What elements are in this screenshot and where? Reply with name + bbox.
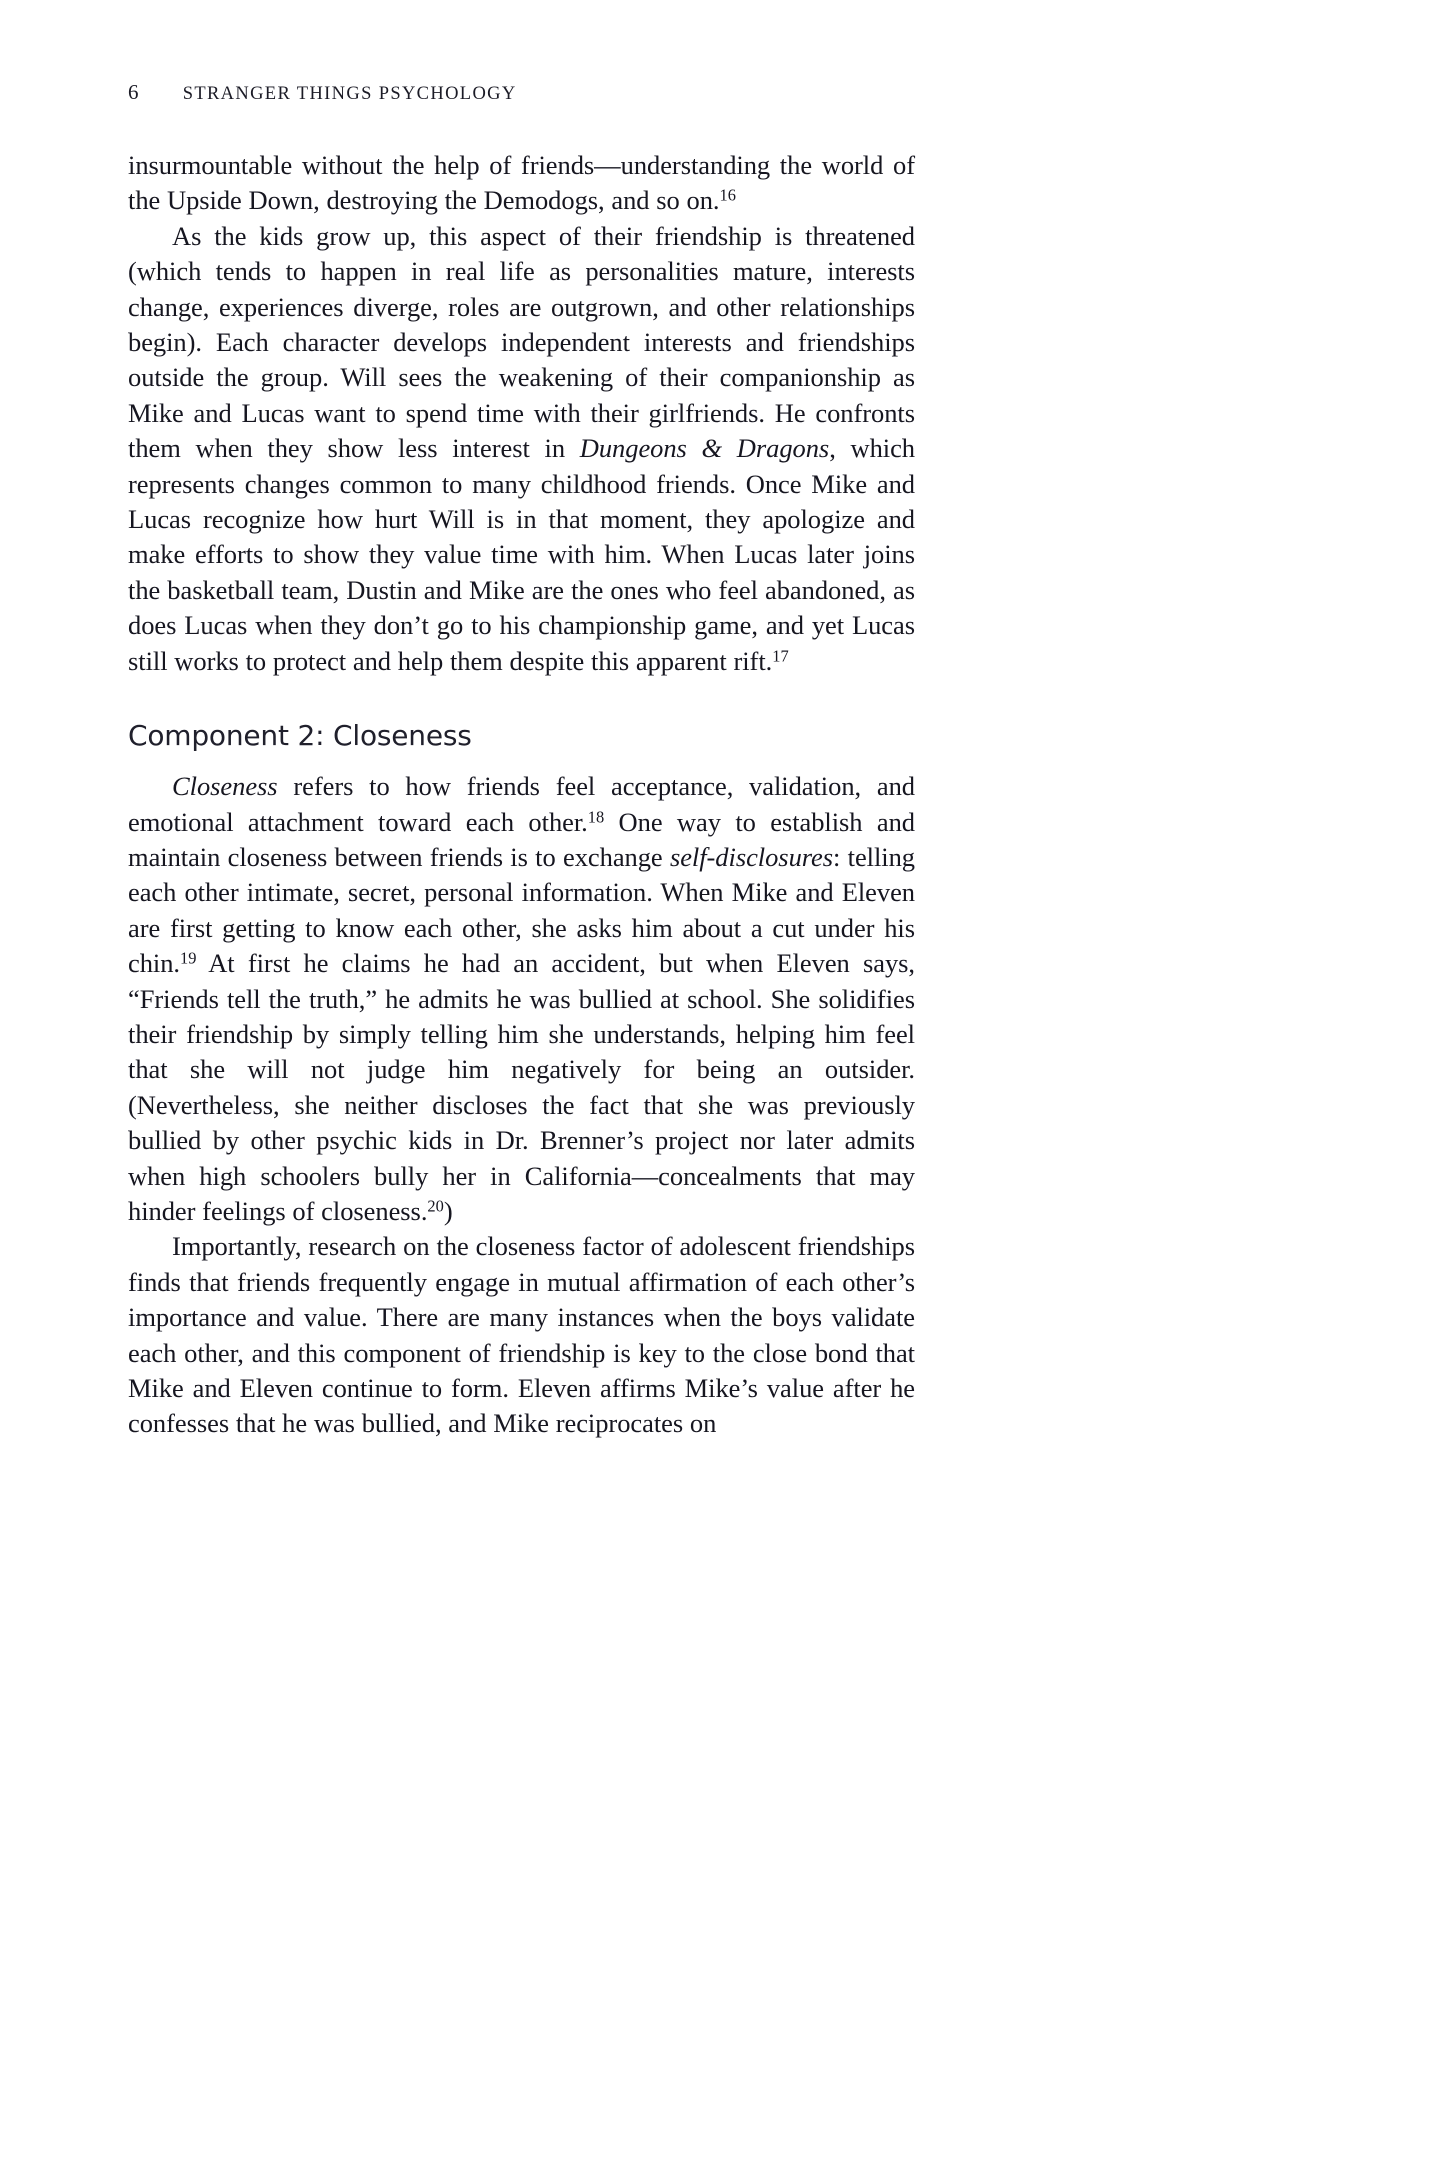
paragraph-2 (128, 219, 915, 679)
subheading-component-2-closeness: Component 2: Closeness (128, 719, 472, 753)
paragraph-2-text-after-italic: , which represents changes common to many childhood friends. Once Mike and Lucas recognize how hurt Will is in that moment, they apologize and make efforts to show they value time with him. When Lucas later joins the basketball team, Dustin and Mike are the ones who feel abandoned, as does Lucas when they don’t go to his championship game, and yet Lucas still works to protect and help them despite this apparent rift. (128, 433, 915, 676)
running-head (128, 80, 918, 105)
text-block (128, 148, 915, 1442)
spacer-after-subheading (128, 753, 915, 769)
paragraph-3-segment-4: At first he claims he had an accident, but when Eleven says, “Friends tell the truth,” he admits he was bullied at school. She solidifies their friendship by simply telling him she understands, helping him feel that she will not judge him negatively for being an outsider. (Nevertheless, she neither discloses the fact that she was previously bullied by other psychic kids in Dr. Brenner’s project nor later admits when high schoolers bully her in California—concealments that may hinder feelings of closeness. (128, 948, 915, 1226)
paragraph-3-segment-1: refers to how friends feel acceptance, validation, and emotional attachment toward each other. (128, 771, 915, 837)
footnote-marker-17: 17 (772, 646, 789, 666)
page-number: 6 (128, 80, 139, 104)
italic-dungeons-and-dragons: Dungeons & Dragons (579, 433, 830, 464)
paragraph-continuation (128, 148, 915, 219)
paragraph-3-segment-5: ) (443, 1195, 453, 1226)
paragraph-3 (128, 769, 915, 1229)
paragraph-4: Importantly, research on the closeness factor of adolescent friendships finds that friends frequently engage in mutual affirmation of each other’s importance and value. There are many instances when the boys validate each other, and this component of friendship is key to the close bond that Mike and Eleven continue to form. Eleven affirms Mike’s value after he confesses that he was bullied, and Mike reciprocates on (128, 1231, 915, 1439)
footnote-marker-18: 18 (587, 806, 605, 826)
italic-closeness: Closeness (172, 771, 278, 802)
footnote-marker-20: 20 (427, 1196, 444, 1216)
footnote-marker-19: 19 (180, 948, 197, 968)
paragraph-1-text: insurmountable without the help of friends—understanding the world of the Upside Down, destroying the Demodogs, and so on. (128, 150, 915, 216)
italic-self-disclosures: self-disclosures (669, 841, 834, 872)
paragraph-3-segment-2: One way to establish and maintain closeness between friends is to exchange (128, 806, 915, 872)
paragraph-2-text-before-italic: As the kids grow up, this aspect of their friendship is threatened (which tends to happen in real life as personalities mature, interests change, experiences diverge, roles are outgrown, and other relationships begin). Each character develops independent interests and friendships outside the group. Will sees the weakening of their companionship as Mike and Lucas want to spend time with their girlfriends. He confronts them when they show less interest in (128, 220, 915, 464)
running-title: STRANGER THINGS PSYCHOLOGY (182, 84, 517, 104)
paragraph-3-segment-3: : telling each other intimate, secret, personal information. When Mike and Eleven are first getting to know each other, she asks him about a cut under his chin. (128, 841, 916, 979)
footnote-marker-16: 16 (719, 185, 736, 205)
spacer-before-subheading (128, 679, 915, 719)
